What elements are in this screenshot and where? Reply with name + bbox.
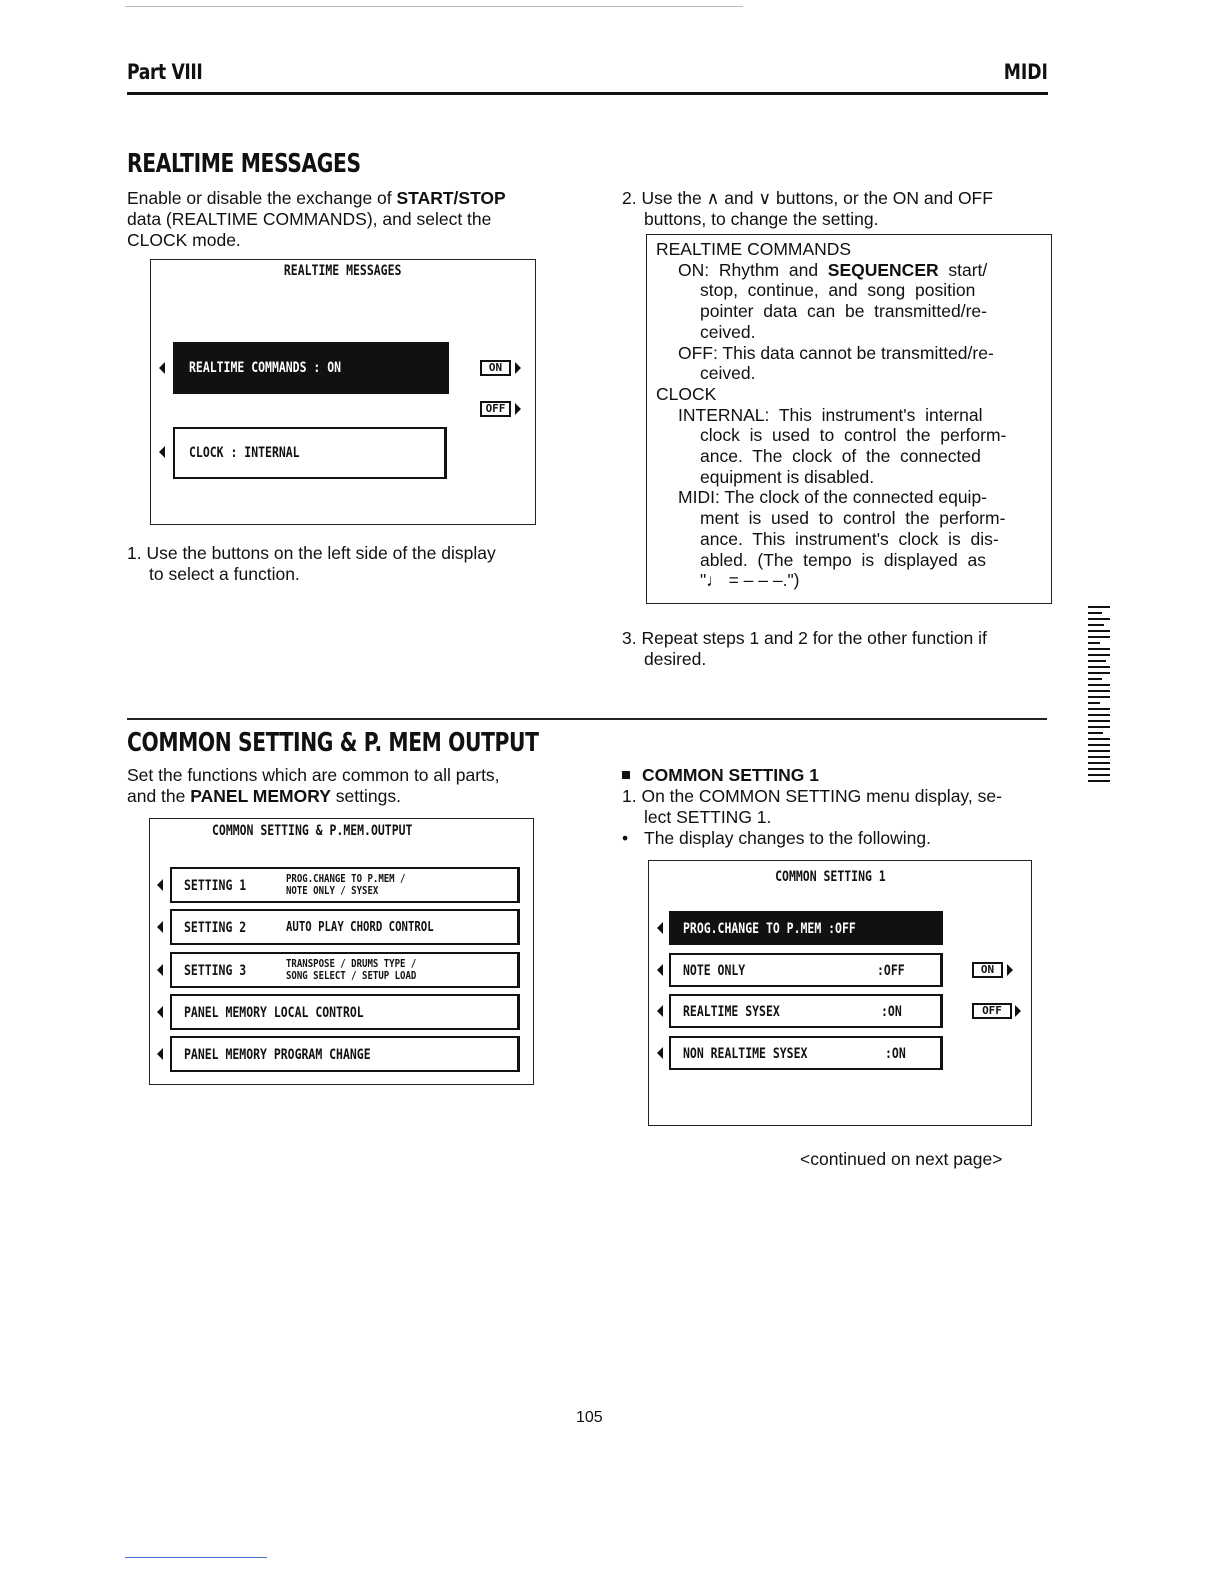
intro-text: settings. bbox=[330, 786, 401, 806]
cs1-heading: COMMON SETTING 1 bbox=[642, 765, 819, 785]
row-label: REALTIME SYSEX bbox=[683, 1004, 780, 1020]
left-arrow-icon[interactable] bbox=[657, 1047, 663, 1059]
intro-line2: data (REALTIME COMMANDS), and select the bbox=[127, 209, 492, 229]
right-arrow-icon bbox=[1015, 1005, 1021, 1017]
on-button[interactable]: ON bbox=[480, 360, 511, 376]
lcd-title: COMMON SETTING 1 bbox=[775, 869, 886, 885]
row-detail: AUTO PLAY CHORD CONTROL bbox=[286, 920, 434, 935]
setting1-row[interactable] bbox=[170, 867, 520, 903]
local-control-row[interactable] bbox=[170, 994, 520, 1030]
info-line: MIDI: The clock of the connected equip- bbox=[678, 487, 988, 508]
left-arrow-icon[interactable] bbox=[157, 1006, 163, 1018]
cs1-step1-line1: 1. On the COMMON SETTING menu display, se- bbox=[622, 786, 1002, 806]
row-label: PROG.CHANGE TO P.MEM :OFF bbox=[683, 921, 856, 937]
step1-line2: to select a function. bbox=[149, 564, 300, 584]
step2-line1: 2. Use the ∧ and ∨ buttons, or the ON and OFF bbox=[622, 188, 993, 208]
left-arrow-icon[interactable] bbox=[157, 879, 163, 891]
row-detail: SONG SELECT / SETUP LOAD bbox=[286, 969, 417, 982]
program-change-row[interactable] bbox=[170, 1036, 520, 1072]
intro-bold: START/STOP bbox=[396, 188, 506, 208]
common-setting1-steps bbox=[622, 765, 1062, 849]
info-line: equipment is disabled. bbox=[700, 466, 875, 487]
bottom-rule bbox=[125, 1557, 267, 1558]
info-line: OFF: This data cannot be transmitted/re- bbox=[678, 342, 994, 363]
left-arrow-icon[interactable] bbox=[159, 362, 165, 374]
step3-line2: desired. bbox=[644, 649, 707, 669]
left-arrow-icon[interactable] bbox=[157, 964, 163, 976]
on-button[interactable]: ON bbox=[972, 962, 1003, 978]
page-number: 105 bbox=[576, 1409, 603, 1426]
left-arrow-icon[interactable] bbox=[157, 921, 163, 933]
page-edge-tab-marks bbox=[1088, 606, 1110, 786]
lcd-title: COMMON SETTING & P.MEM.OUTPUT bbox=[211, 823, 413, 839]
row-detail: NOTE ONLY / SYSEX bbox=[286, 884, 379, 897]
realtime-sysex-row[interactable] bbox=[669, 994, 943, 1028]
step2-line2: buttons, to change the setting. bbox=[644, 209, 879, 229]
info-line: REALTIME COMMANDS bbox=[656, 239, 852, 259]
info-line: ceived. bbox=[700, 321, 756, 342]
top-rule bbox=[125, 6, 743, 7]
section-label: MIDI bbox=[1003, 60, 1048, 84]
step1-line1: 1. Use the buttons on the left side of the display bbox=[127, 543, 496, 563]
cs1-bullet-text: The display changes to the following. bbox=[644, 828, 931, 848]
info-bold: SEQUENCER bbox=[827, 259, 939, 280]
lcd-title: REALTIME MESSAGES bbox=[283, 263, 402, 279]
info-text: ON: Rhythm and bbox=[678, 259, 828, 280]
intro-line1: Set the functions which are common to all parts, bbox=[127, 765, 500, 785]
info-line: ance. The clock of the connected bbox=[700, 446, 981, 467]
common-lcd bbox=[149, 818, 534, 1085]
intro-line3: CLOCK mode. bbox=[127, 230, 241, 250]
section-divider bbox=[127, 718, 1047, 720]
common-intro bbox=[127, 765, 567, 807]
info-line: stop, continue, and song position bbox=[700, 280, 976, 301]
realtime-commands-row[interactable] bbox=[173, 342, 449, 394]
row-label: NOTE ONLY bbox=[683, 963, 746, 979]
setting3-row[interactable] bbox=[170, 952, 520, 988]
left-arrow-icon[interactable] bbox=[657, 1005, 663, 1017]
step3-line1: 3. Repeat steps 1 and 2 for the other function if bbox=[622, 628, 987, 648]
info-line: ment is used to control the perform- bbox=[700, 508, 1006, 529]
realtime-title: REALTIME MESSAGES bbox=[127, 149, 361, 179]
info-line: clock is used to control the perform- bbox=[700, 425, 1007, 446]
bullet-icon: • bbox=[622, 828, 629, 848]
info-line: ance. This instrument's clock is dis- bbox=[700, 528, 999, 549]
info-line: "♩ = – – –.") bbox=[700, 570, 800, 591]
intro-text: Enable or disable the exchange of bbox=[127, 188, 397, 208]
step3 bbox=[622, 628, 1062, 670]
realtime-intro bbox=[127, 188, 557, 251]
prog-change-row[interactable] bbox=[669, 911, 943, 945]
cs1-step1-line2: lect SETTING 1. bbox=[644, 807, 772, 827]
square-bullet-icon bbox=[622, 771, 630, 779]
left-arrow-icon[interactable] bbox=[159, 446, 165, 458]
right-arrow-icon bbox=[1007, 964, 1013, 976]
setting2-row[interactable] bbox=[170, 909, 520, 945]
right-arrow-icon bbox=[515, 403, 521, 415]
common-setting1-lcd bbox=[648, 860, 1032, 1126]
common-title: COMMON SETTING & P. MEM OUTPUT bbox=[127, 728, 539, 758]
row-label: SETTING 1 bbox=[184, 878, 247, 894]
intro-bold: PANEL MEMORY bbox=[190, 786, 331, 806]
left-arrow-icon[interactable] bbox=[157, 1048, 163, 1060]
row-label: SETTING 3 bbox=[184, 963, 247, 979]
info-line: pointer data can be transmitted/re- bbox=[700, 301, 987, 322]
intro-text: and the bbox=[127, 786, 191, 806]
row-value: :OFF bbox=[877, 963, 905, 979]
off-button[interactable]: OFF bbox=[972, 1003, 1012, 1019]
info-line: CLOCK bbox=[656, 383, 717, 404]
right-arrow-icon bbox=[515, 362, 521, 374]
info-line: ceived. bbox=[700, 363, 756, 384]
left-arrow-icon[interactable] bbox=[657, 964, 663, 976]
row-label: CLOCK : INTERNAL bbox=[189, 445, 300, 461]
row-value: :ON bbox=[885, 1046, 906, 1062]
left-arrow-icon[interactable] bbox=[657, 922, 663, 934]
note-only-row[interactable] bbox=[669, 953, 943, 987]
realtime-info-box bbox=[646, 234, 1052, 604]
clock-row[interactable] bbox=[173, 427, 447, 479]
step2 bbox=[622, 188, 1052, 230]
row-label: PANEL MEMORY PROGRAM CHANGE bbox=[184, 1047, 371, 1063]
row-label: PANEL MEMORY LOCAL CONTROL bbox=[184, 1005, 364, 1021]
row-label: SETTING 2 bbox=[184, 920, 247, 936]
row-label: NON REALTIME SYSEX bbox=[683, 1046, 808, 1062]
row-label: REALTIME COMMANDS : ON bbox=[189, 360, 342, 376]
row-value: :ON bbox=[881, 1004, 902, 1020]
info-text: start/ bbox=[938, 259, 988, 280]
continued-note: <continued on next page> bbox=[800, 1149, 1003, 1169]
row-detail: TRANSPOSE / DRUMS TYPE / bbox=[286, 957, 417, 970]
step1 bbox=[127, 543, 567, 585]
header-rule bbox=[127, 92, 1048, 95]
part-label: Part VIII bbox=[127, 60, 203, 84]
info-line: abled. (The tempo is displayed as bbox=[700, 549, 986, 570]
row-detail: PROG.CHANGE TO P.MEM / bbox=[286, 872, 406, 885]
info-line: INTERNAL: This instrument's internal bbox=[678, 404, 983, 425]
non-realtime-sysex-row[interactable] bbox=[669, 1036, 943, 1070]
realtime-lcd bbox=[150, 259, 536, 525]
off-button[interactable]: OFF bbox=[480, 401, 511, 417]
